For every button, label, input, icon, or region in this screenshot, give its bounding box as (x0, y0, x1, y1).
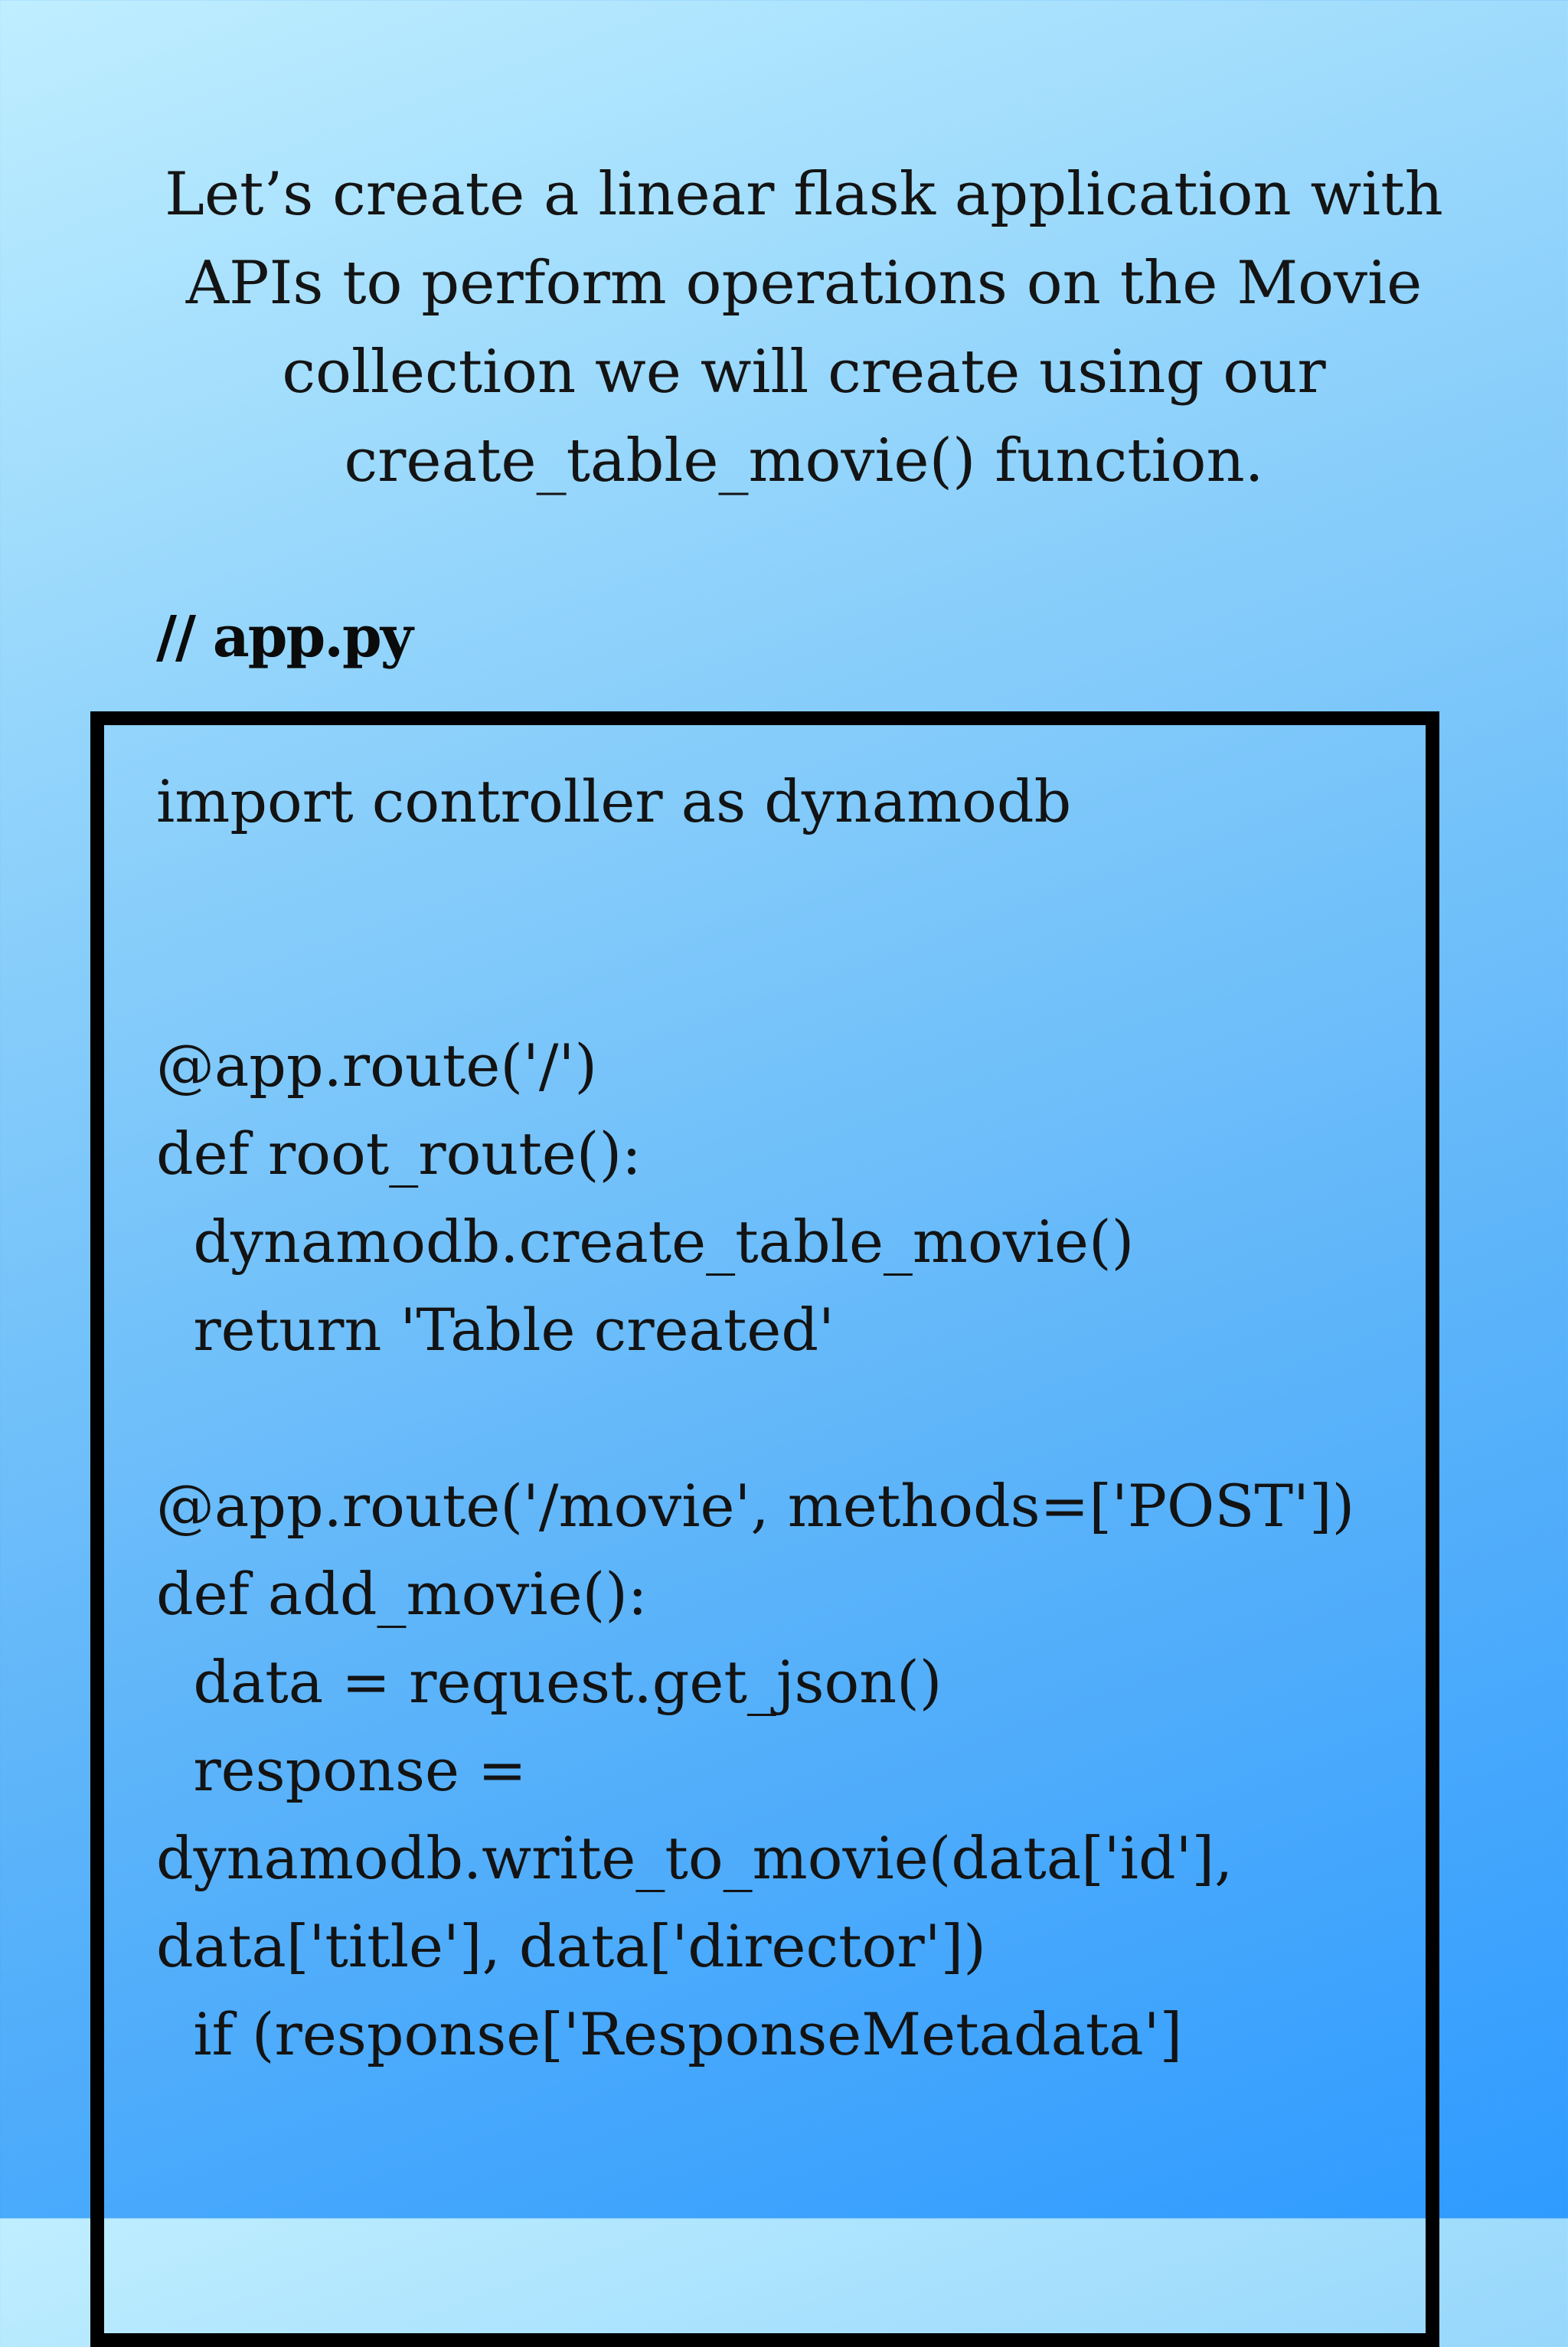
intro-line: create_table_movie() function. (344, 427, 1264, 495)
code-line: return 'Table created' (156, 1296, 835, 1364)
code-line (156, 1374, 1354, 1462)
code-line: data['title'], data['director']) (156, 1912, 986, 1980)
code-line: import controller as dynamodb (156, 767, 1072, 835)
code-line: response = (156, 1736, 527, 1804)
code-line: dynamodb.create_table_movie() (156, 1208, 1135, 1276)
code-line (156, 933, 1354, 1022)
code-line: def root_route(): (156, 1120, 642, 1188)
code-line: data = request.get_json() (156, 1648, 942, 1716)
intro-line: APIs to perform operations on the Movie (185, 249, 1423, 318)
intro-paragraph (153, 150, 1455, 505)
code-line: if (response['ResponseMetadata'] (156, 2000, 1183, 2068)
code-line: @app.route('/') (156, 1031, 598, 1100)
code-line: @app.route('/movie', methods=['POST']) (156, 1472, 1355, 1540)
file-name-heading: // app.py (156, 604, 412, 670)
code-line: dynamodb.write_to_movie(data['id'], (156, 1824, 1233, 1892)
code-line (156, 845, 1354, 933)
code-block (156, 757, 1354, 2078)
intro-line: collection we will create using our (282, 338, 1326, 407)
code-line: def add_movie(): (156, 1560, 648, 1628)
intro-line: Let’s create a linear flask application with (165, 160, 1443, 229)
